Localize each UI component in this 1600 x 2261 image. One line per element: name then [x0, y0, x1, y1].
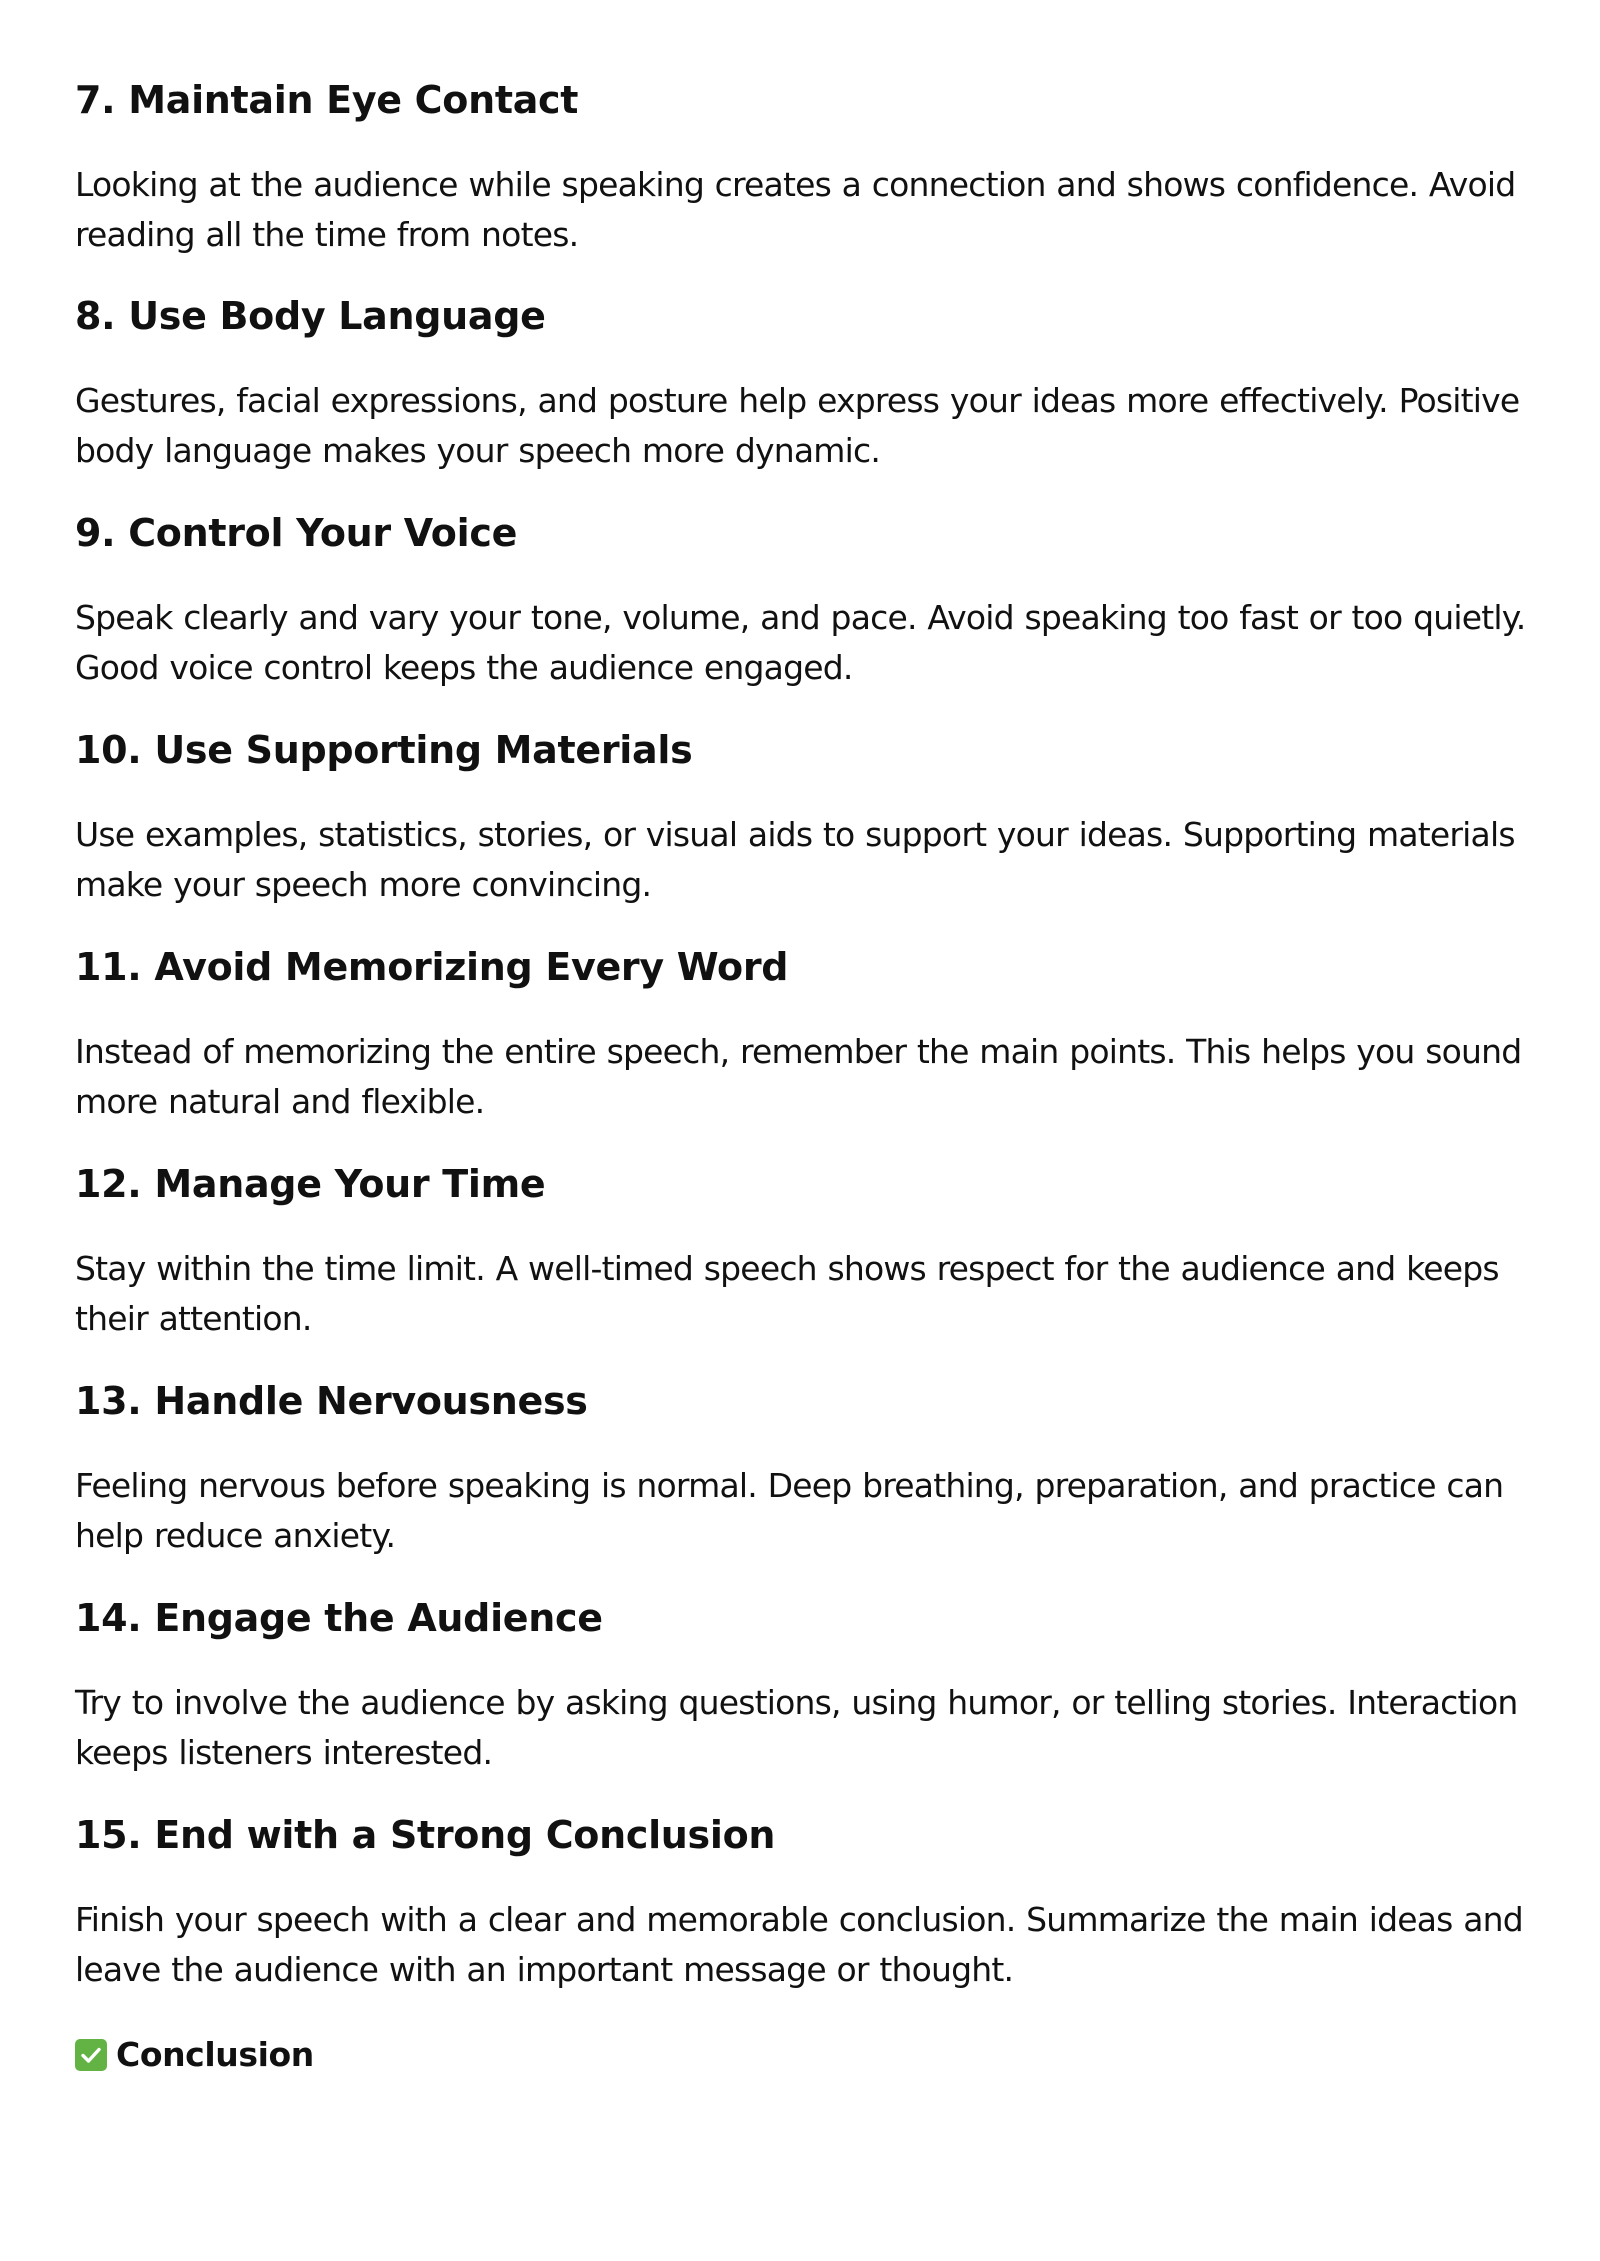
section-avoid-memorizing	[75, 943, 1555, 1121]
section-paragraph: Try to involve the audience by asking questions, using humor, or telling stories. Interaction keeps listeners interested.	[75, 1683, 1518, 1772]
section-heading: 8. Use Body Language	[75, 294, 546, 338]
section-paragraph: Finish your speech with a clear and memorable conclusion. Summarize the main ideas and leave the audience with an important message or thought.	[75, 1900, 1523, 1989]
section-paragraph: Stay within the time limit. A well-timed speech shows respect for the audience and keeps their attention.	[75, 1249, 1499, 1338]
conclusion-heading	[75, 2035, 314, 2075]
section-paragraph: Feeling nervous before speaking is normal. Deep breathing, preparation, and practice can help reduce anxiety.	[75, 1466, 1504, 1555]
section-heading: 15. End with a Strong Conclusion	[75, 1813, 776, 1857]
section-strong-conclusion	[75, 1811, 1555, 1989]
section-engage-the-audience	[75, 1594, 1555, 1772]
section-paragraph: Looking at the audience while speaking creates a connection and shows confidence. Avoid reading all the time from notes.	[75, 165, 1516, 254]
section-paragraph: Speak clearly and vary your tone, volume, and pace. Avoid speaking too fast or too quietly. Good voice control keeps the audience engaged.	[75, 598, 1526, 687]
section-heading: 11. Avoid Memorizing Every Word	[75, 945, 789, 989]
section-heading: 14. Engage the Audience	[75, 1596, 603, 1640]
section-handle-nervousness	[75, 1377, 1555, 1555]
section-heading: 10. Use Supporting Materials	[75, 728, 693, 772]
section-heading: 12. Manage Your Time	[75, 1162, 546, 1206]
section-paragraph: Instead of memorizing the entire speech, remember the main points. This helps you sound more natural and flexible.	[75, 1032, 1522, 1121]
check-mark-icon	[75, 2039, 107, 2071]
section-maintain-eye-contact	[75, 76, 1555, 254]
conclusion-label: Conclusion	[116, 2035, 314, 2074]
section-heading: 9. Control Your Voice	[75, 511, 518, 555]
section-heading: 13. Handle Nervousness	[75, 1379, 588, 1423]
section-heading: 7. Maintain Eye Contact	[75, 78, 579, 122]
section-use-body-language	[75, 292, 1555, 470]
section-use-supporting-materials	[75, 726, 1555, 904]
section-manage-your-time	[75, 1160, 1555, 1338]
section-paragraph: Gestures, facial expressions, and posture help express your ideas more effectively. Positive body language makes your speech more dynamic.	[75, 381, 1520, 470]
section-paragraph: Use examples, statistics, stories, or visual aids to support your ideas. Supporting materials make your speech more convincing.	[75, 815, 1515, 904]
section-control-your-voice	[75, 509, 1555, 687]
